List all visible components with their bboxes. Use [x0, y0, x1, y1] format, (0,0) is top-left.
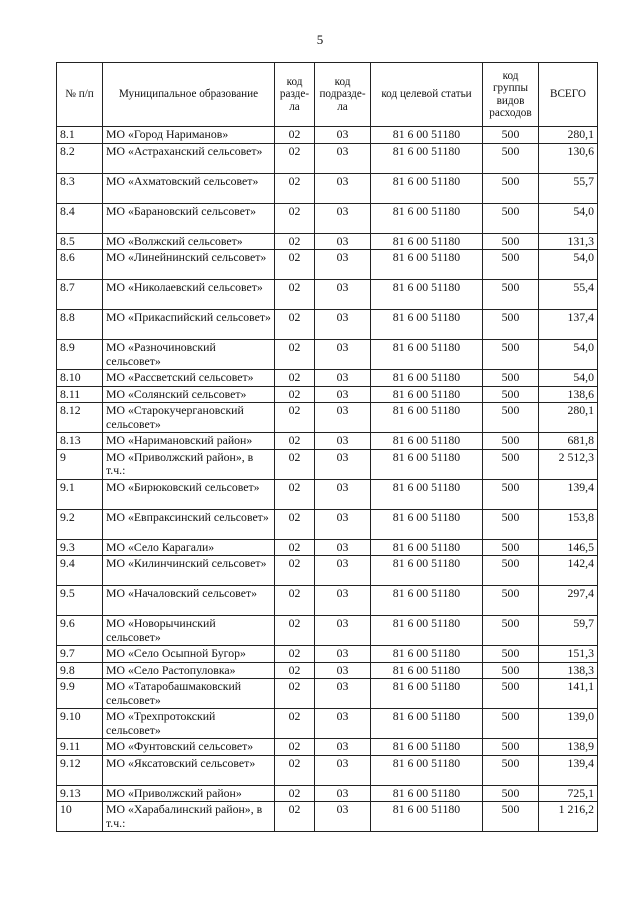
- expense-group-code: 500: [483, 370, 539, 387]
- budget-table: [56, 62, 598, 832]
- target-code: 81 6 00 51180: [371, 370, 483, 387]
- row-number: 8.4: [57, 203, 103, 233]
- expense-group-code: 500: [483, 556, 539, 586]
- row-number: 9.11: [57, 739, 103, 756]
- row-number: 9.5: [57, 586, 103, 616]
- total-amount: 297,4: [539, 586, 598, 616]
- section-code: 02: [275, 509, 315, 539]
- section-code: 02: [275, 340, 315, 370]
- subsection-code: 03: [315, 340, 371, 370]
- header-subsection: код подразде-ла: [315, 63, 371, 127]
- target-code: 81 6 00 51180: [371, 646, 483, 663]
- section-code: 02: [275, 802, 315, 832]
- municipality-name: МО «Село Карагали»: [103, 539, 275, 556]
- municipality-name: МО «Бирюковский сельсовет»: [103, 479, 275, 509]
- total-amount: 137,4: [539, 310, 598, 340]
- municipality-name: МО «Приволжский район»: [103, 785, 275, 802]
- row-number: 9.13: [57, 785, 103, 802]
- row-number: 8.12: [57, 403, 103, 433]
- subsection-code: 03: [315, 616, 371, 646]
- target-code: 81 6 00 51180: [371, 280, 483, 310]
- subsection-code: 03: [315, 785, 371, 802]
- target-code: 81 6 00 51180: [371, 586, 483, 616]
- subsection-code: 03: [315, 143, 371, 173]
- municipality-name: МО «Волжский сельсовет»: [103, 233, 275, 250]
- expense-group-code: 500: [483, 143, 539, 173]
- subsection-code: 03: [315, 173, 371, 203]
- total-amount: 130,6: [539, 143, 598, 173]
- subsection-code: 03: [315, 479, 371, 509]
- total-amount: 131,3: [539, 233, 598, 250]
- municipality-name: МО «Прикаспийский сельсовет»: [103, 310, 275, 340]
- row-number: 8.10: [57, 370, 103, 387]
- page-number: 5: [316, 32, 324, 47]
- table-row: [57, 386, 598, 403]
- table-row: [57, 127, 598, 144]
- municipality-name: МО «Килинчинский сельсовет»: [103, 556, 275, 586]
- total-amount: 59,7: [539, 616, 598, 646]
- expense-group-code: 500: [483, 173, 539, 203]
- municipality-name: МО «Татаробашмаковский сельсовет»: [103, 679, 275, 709]
- total-amount: 153,8: [539, 509, 598, 539]
- table-row: [57, 556, 598, 586]
- table-row: [57, 370, 598, 387]
- expense-group-code: 500: [483, 679, 539, 709]
- section-code: 02: [275, 386, 315, 403]
- expense-group-code: 500: [483, 509, 539, 539]
- total-amount: 141,1: [539, 679, 598, 709]
- table-row: [57, 739, 598, 756]
- section-code: 02: [275, 370, 315, 387]
- row-number: 8.6: [57, 250, 103, 280]
- target-code: 81 6 00 51180: [371, 250, 483, 280]
- total-amount: 55,4: [539, 280, 598, 310]
- section-code: 02: [275, 143, 315, 173]
- municipality-name: МО «Трехпротокский сельсовет»: [103, 709, 275, 739]
- total-amount: 151,3: [539, 646, 598, 663]
- municipality-name: МО «Ахматовский сельсовет»: [103, 173, 275, 203]
- subsection-code: 03: [315, 739, 371, 756]
- target-code: 81 6 00 51180: [371, 556, 483, 586]
- target-code: 81 6 00 51180: [371, 509, 483, 539]
- total-amount: 142,4: [539, 556, 598, 586]
- table-row: [57, 586, 598, 616]
- expense-group-code: 500: [483, 586, 539, 616]
- table-row: [57, 539, 598, 556]
- municipality-name: МО «Разночиновский сельсовет»: [103, 340, 275, 370]
- expense-group-code: 500: [483, 127, 539, 144]
- municipality-name: МО «Село Осыпной Бугор»: [103, 646, 275, 663]
- subsection-code: 03: [315, 386, 371, 403]
- expense-group-code: 500: [483, 250, 539, 280]
- total-amount: 139,4: [539, 755, 598, 785]
- target-code: 81 6 00 51180: [371, 386, 483, 403]
- total-amount: 725,1: [539, 785, 598, 802]
- expense-group-code: 500: [483, 449, 539, 479]
- municipality-name: МО «Наримановский район»: [103, 433, 275, 450]
- expense-group-code: 500: [483, 340, 539, 370]
- table-row: [57, 616, 598, 646]
- total-amount: 146,5: [539, 539, 598, 556]
- municipality-name: МО «Началовский сельсовет»: [103, 586, 275, 616]
- municipality-name: МО «Линейнинский сельсовет»: [103, 250, 275, 280]
- total-amount: 280,1: [539, 127, 598, 144]
- municipality-name: МО «Фунтовский сельсовет»: [103, 739, 275, 756]
- header-municipality: Муниципальное образование: [103, 63, 275, 127]
- target-code: 81 6 00 51180: [371, 755, 483, 785]
- table-row: [57, 646, 598, 663]
- row-number: 9.3: [57, 539, 103, 556]
- municipality-name: МО «Приволжский район», в т.ч.:: [103, 449, 275, 479]
- table-row: [57, 479, 598, 509]
- section-code: 02: [275, 203, 315, 233]
- municipality-name: МО «Рассветский сельсовет»: [103, 370, 275, 387]
- row-number: 9.9: [57, 679, 103, 709]
- section-code: 02: [275, 310, 315, 340]
- table-row: [57, 755, 598, 785]
- target-code: 81 6 00 51180: [371, 173, 483, 203]
- row-number: 9.8: [57, 662, 103, 679]
- municipality-name: МО «Солянский сельсовет»: [103, 386, 275, 403]
- expense-group-code: 500: [483, 310, 539, 340]
- expense-group-code: 500: [483, 386, 539, 403]
- municipality-name: МО «Николаевский сельсовет»: [103, 280, 275, 310]
- target-code: 81 6 00 51180: [371, 802, 483, 832]
- section-code: 02: [275, 616, 315, 646]
- total-amount: 280,1: [539, 403, 598, 433]
- table-row: [57, 173, 598, 203]
- table-row: [57, 310, 598, 340]
- row-number: 9: [57, 449, 103, 479]
- municipality-name: МО «Село Растопуловка»: [103, 662, 275, 679]
- section-code: 02: [275, 556, 315, 586]
- target-code: 81 6 00 51180: [371, 449, 483, 479]
- municipality-name: МО «Барановский сельсовет»: [103, 203, 275, 233]
- section-code: 02: [275, 539, 315, 556]
- header-num: № п/п: [57, 63, 103, 127]
- section-code: 02: [275, 250, 315, 280]
- row-number: 9.1: [57, 479, 103, 509]
- total-amount: 138,9: [539, 739, 598, 756]
- section-code: 02: [275, 280, 315, 310]
- table-row: [57, 709, 598, 739]
- section-code: 02: [275, 739, 315, 756]
- target-code: 81 6 00 51180: [371, 739, 483, 756]
- section-code: 02: [275, 173, 315, 203]
- row-number: 9.10: [57, 709, 103, 739]
- section-code: 02: [275, 785, 315, 802]
- municipality-name: МО «Старокучергановский сельсовет»: [103, 403, 275, 433]
- subsection-code: 03: [315, 646, 371, 663]
- expense-group-code: 500: [483, 709, 539, 739]
- subsection-code: 03: [315, 509, 371, 539]
- subsection-code: 03: [315, 433, 371, 450]
- target-code: 81 6 00 51180: [371, 127, 483, 144]
- row-number: 8.7: [57, 280, 103, 310]
- total-amount: 681,8: [539, 433, 598, 450]
- expense-group-code: 500: [483, 662, 539, 679]
- expense-group-code: 500: [483, 203, 539, 233]
- expense-group-code: 500: [483, 755, 539, 785]
- total-amount: 54,0: [539, 370, 598, 387]
- table-row: [57, 679, 598, 709]
- total-amount: 2 512,3: [539, 449, 598, 479]
- row-number: 9.12: [57, 755, 103, 785]
- target-code: 81 6 00 51180: [371, 433, 483, 450]
- total-amount: 54,0: [539, 203, 598, 233]
- subsection-code: 03: [315, 586, 371, 616]
- expense-group-code: 500: [483, 785, 539, 802]
- subsection-code: 03: [315, 370, 371, 387]
- subsection-code: 03: [315, 556, 371, 586]
- target-code: 81 6 00 51180: [371, 709, 483, 739]
- header-total: ВСЕГО: [539, 63, 598, 127]
- subsection-code: 03: [315, 449, 371, 479]
- target-code: 81 6 00 51180: [371, 785, 483, 802]
- subsection-code: 03: [315, 250, 371, 280]
- row-number: 9.4: [57, 556, 103, 586]
- expense-group-code: 500: [483, 403, 539, 433]
- subsection-code: 03: [315, 679, 371, 709]
- subsection-code: 03: [315, 127, 371, 144]
- total-amount: 139,0: [539, 709, 598, 739]
- municipality-name: МО «Город Нариманов»: [103, 127, 275, 144]
- row-number: 9.6: [57, 616, 103, 646]
- total-amount: 54,0: [539, 340, 598, 370]
- table-row: [57, 143, 598, 173]
- header-expense-group: код группы видов расходов: [483, 63, 539, 127]
- total-amount: 138,6: [539, 386, 598, 403]
- table-row: [57, 340, 598, 370]
- subsection-code: 03: [315, 203, 371, 233]
- table-row: [57, 233, 598, 250]
- header-section: код разде-ла: [275, 63, 315, 127]
- table-row: [57, 802, 598, 832]
- row-number: 8.3: [57, 173, 103, 203]
- subsection-code: 03: [315, 539, 371, 556]
- row-number: 8.5: [57, 233, 103, 250]
- section-code: 02: [275, 449, 315, 479]
- table-row: [57, 509, 598, 539]
- expense-group-code: 500: [483, 616, 539, 646]
- section-code: 02: [275, 755, 315, 785]
- section-code: 02: [275, 662, 315, 679]
- row-number: 9.2: [57, 509, 103, 539]
- subsection-code: 03: [315, 233, 371, 250]
- total-amount: 54,0: [539, 250, 598, 280]
- section-code: 02: [275, 709, 315, 739]
- municipality-name: МО «Евпраксинский сельсовет»: [103, 509, 275, 539]
- target-code: 81 6 00 51180: [371, 233, 483, 250]
- table-row: [57, 662, 598, 679]
- table-body: [57, 127, 598, 832]
- municipality-name: МО «Яксатовский сельсовет»: [103, 755, 275, 785]
- row-number: 9.7: [57, 646, 103, 663]
- table-row: [57, 785, 598, 802]
- section-code: 02: [275, 403, 315, 433]
- target-code: 81 6 00 51180: [371, 143, 483, 173]
- section-code: 02: [275, 233, 315, 250]
- row-number: 8.8: [57, 310, 103, 340]
- row-number: 8.1: [57, 127, 103, 144]
- subsection-code: 03: [315, 403, 371, 433]
- section-code: 02: [275, 646, 315, 663]
- expense-group-code: 500: [483, 233, 539, 250]
- table-row: [57, 280, 598, 310]
- municipality-name: МО «Астраханский сельсовет»: [103, 143, 275, 173]
- row-number: 8.9: [57, 340, 103, 370]
- subsection-code: 03: [315, 802, 371, 832]
- table-row: [57, 403, 598, 433]
- expense-group-code: 500: [483, 802, 539, 832]
- municipality-name: МО «Новорычинский сельсовет»: [103, 616, 275, 646]
- target-code: 81 6 00 51180: [371, 203, 483, 233]
- target-code: 81 6 00 51180: [371, 403, 483, 433]
- total-amount: 138,3: [539, 662, 598, 679]
- table-header: [57, 63, 598, 127]
- subsection-code: 03: [315, 709, 371, 739]
- municipality-name: МО «Харабалинский район», в т.ч.:: [103, 802, 275, 832]
- row-number: 8.2: [57, 143, 103, 173]
- target-code: 81 6 00 51180: [371, 479, 483, 509]
- target-code: 81 6 00 51180: [371, 539, 483, 556]
- expense-group-code: 500: [483, 646, 539, 663]
- total-amount: 55,7: [539, 173, 598, 203]
- expense-group-code: 500: [483, 539, 539, 556]
- total-amount: 139,4: [539, 479, 598, 509]
- expense-group-code: 500: [483, 479, 539, 509]
- table-row: [57, 203, 598, 233]
- subsection-code: 03: [315, 280, 371, 310]
- subsection-code: 03: [315, 755, 371, 785]
- expense-group-code: 500: [483, 433, 539, 450]
- target-code: 81 6 00 51180: [371, 310, 483, 340]
- table-row: [57, 433, 598, 450]
- table-row: [57, 250, 598, 280]
- section-code: 02: [275, 479, 315, 509]
- row-number: 8.11: [57, 386, 103, 403]
- row-number: 10: [57, 802, 103, 832]
- row-number: 8.13: [57, 433, 103, 450]
- target-code: 81 6 00 51180: [371, 662, 483, 679]
- subsection-code: 03: [315, 310, 371, 340]
- header-target-code: код целевой статьи: [371, 63, 483, 127]
- target-code: 81 6 00 51180: [371, 616, 483, 646]
- section-code: 02: [275, 433, 315, 450]
- section-code: 02: [275, 586, 315, 616]
- subsection-code: 03: [315, 662, 371, 679]
- expense-group-code: 500: [483, 739, 539, 756]
- section-code: 02: [275, 127, 315, 144]
- section-code: 02: [275, 679, 315, 709]
- table-row: [57, 449, 598, 479]
- target-code: 81 6 00 51180: [371, 340, 483, 370]
- total-amount: 1 216,2: [539, 802, 598, 832]
- target-code: 81 6 00 51180: [371, 679, 483, 709]
- expense-group-code: 500: [483, 280, 539, 310]
